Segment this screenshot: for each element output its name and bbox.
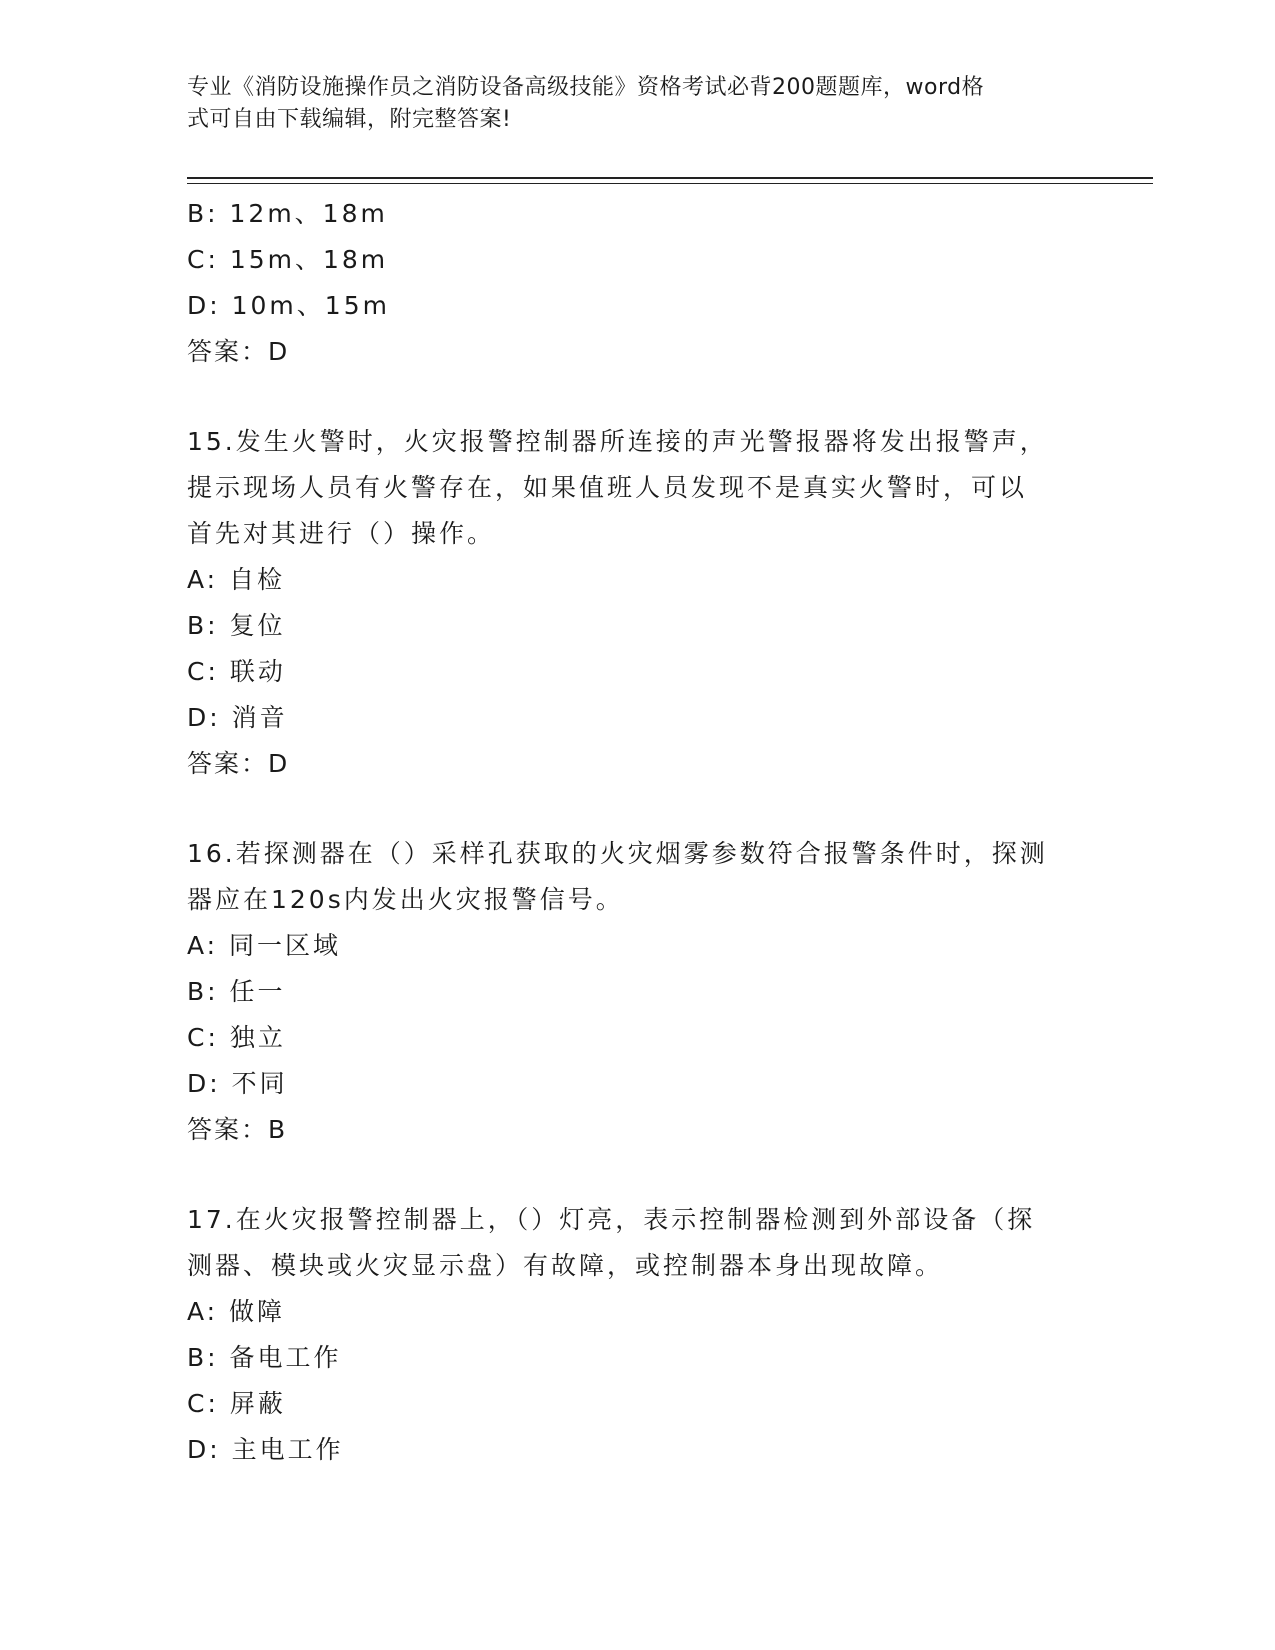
option-b: B: 备电工作 [187, 1343, 342, 1372]
question-stem-line: 测器、模块或火灾显示盘）有故障，或控制器本身出现故障。 [187, 1251, 944, 1280]
option-a: A: 做障 [187, 1297, 286, 1326]
previous-question-tail [187, 191, 1087, 375]
option-b: B: 12m、18m [187, 199, 388, 228]
option-b: B: 复位 [187, 611, 286, 640]
answer-line: 答案：D [187, 749, 290, 778]
option-a: A: 自检 [187, 565, 286, 594]
header-line-2: 式可自由下载编辑，附完整答案! [187, 107, 512, 132]
header-divider [187, 177, 1153, 179]
answer-line: 答案：D [187, 337, 290, 366]
question-stem-line: 提示现场人员有火警存在，如果值班人员发现不是真实火警时，可以 [187, 473, 1028, 502]
option-c: C: 独立 [187, 1023, 286, 1052]
question-stem-line: 16.若探测器在（）采样孔获取的火灾烟雾参数符合报警条件时，探测 [187, 839, 1048, 868]
question-stem-line: 首先对其进行（）操作。 [187, 519, 496, 548]
option-a: A: 同一区域 [187, 931, 342, 960]
answer-line: 答案：B [187, 1115, 288, 1144]
question-stem-line: 15.发生火警时，火灾报警控制器所连接的声光警报器将发出报警声， [187, 427, 1048, 456]
option-d: D: 不同 [187, 1069, 288, 1098]
question-list [187, 191, 1087, 1473]
question-16 [187, 831, 1087, 1153]
question-stem-line: 17.在火灾报警控制器上，（）灯亮，表示控制器检测到外部设备（探 [187, 1205, 1036, 1234]
document-header [187, 72, 1067, 136]
option-d: D: 10m、15m [187, 291, 390, 320]
question-15 [187, 419, 1087, 787]
option-d: D: 主电工作 [187, 1435, 344, 1464]
option-c: C: 15m、18m [187, 245, 389, 274]
header-line-1: 专业《消防设施操作员之消防设备高级技能》资格考试必背200题题库，word格 [187, 75, 985, 100]
header-divider-thin [187, 183, 1153, 184]
option-c: C: 屏蔽 [187, 1389, 286, 1418]
question-stem-line: 器应在120s内发出火灾报警信号。 [187, 885, 624, 914]
option-d: D: 消音 [187, 703, 288, 732]
question-17 [187, 1197, 1087, 1473]
option-c: C: 联动 [187, 657, 286, 686]
option-b: B: 任一 [187, 977, 286, 1006]
